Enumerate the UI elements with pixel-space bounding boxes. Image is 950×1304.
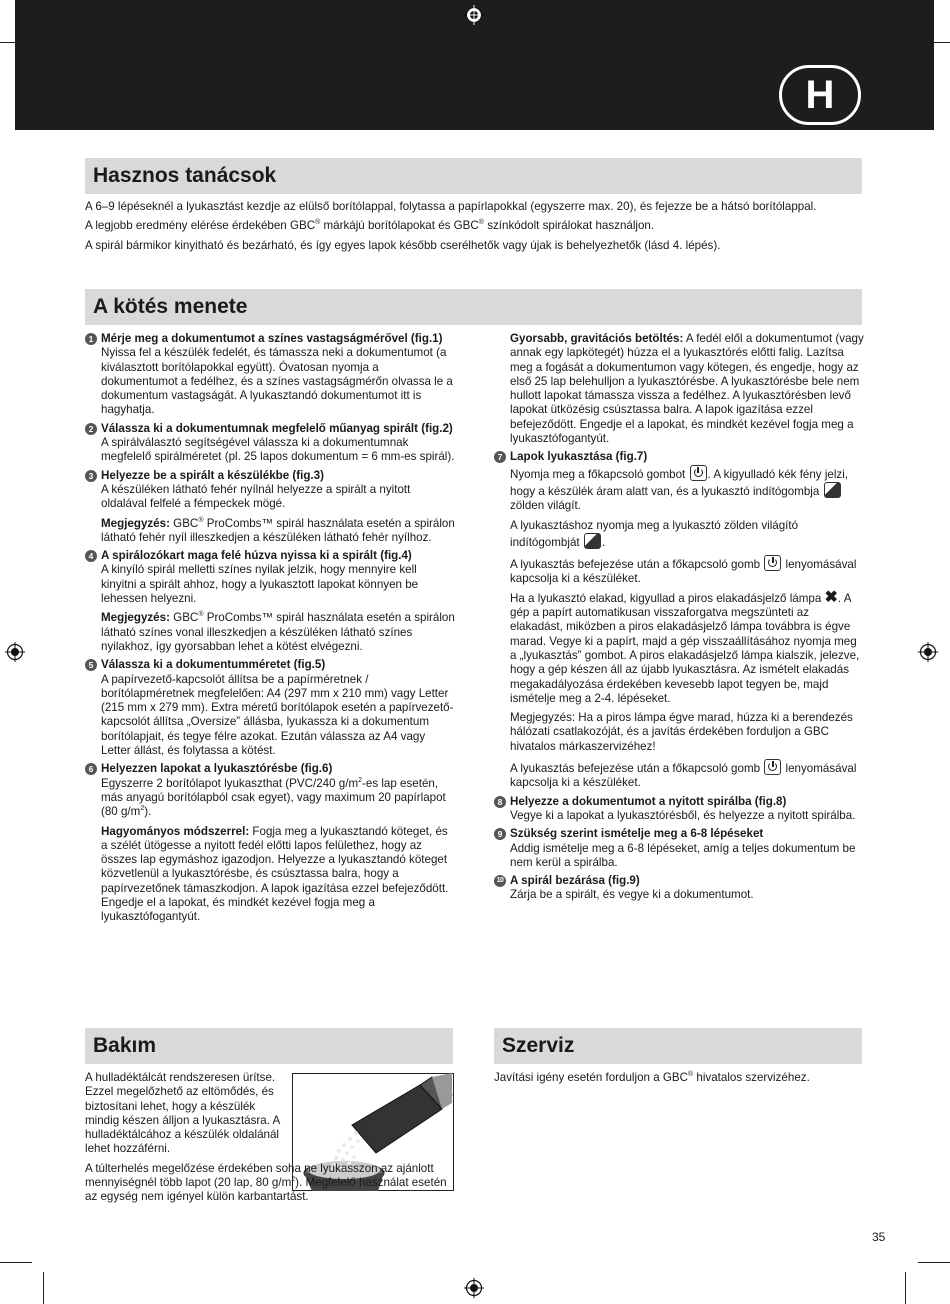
binding-step-2 — [85, 422, 455, 465]
tips-paragraph: A spirál bármikor kinyitható és bezárható, és így egyes lapok később cserélhetők vagy újak is behelyezhetők (lásd 4. lépés). — [85, 238, 721, 252]
step-body: A készüléken látható fehér nyílnál helyezze a spirált a nyitott oldalával felfelé a fémpeckek mögé. — [101, 482, 411, 511]
power-button-icon — [690, 465, 707, 481]
step-number: 7 — [494, 451, 506, 463]
crop-mark — [0, 1262, 32, 1263]
power-button-icon — [764, 555, 781, 571]
step-title: Lapok lyukasztása (fig.7) — [510, 450, 648, 464]
maintenance-body — [85, 1071, 455, 1205]
binding-step-9 — [494, 827, 864, 870]
binding-column-left — [85, 332, 455, 929]
step-body: Vegye ki a lapokat a lyukasztórésből, és helyezze a nyitott spirálba. — [510, 808, 856, 822]
crop-mark — [43, 1272, 44, 1304]
step-body: Egyszerre 2 borítólapot lyukaszthat (PVC/240 $g/m^2-es$ lap esetén, más anyagú borítólapból csak egyet), vagy maximum 20 papírlapot (80 $g/m^2$). — [101, 776, 446, 819]
punch-button-icon — [584, 533, 601, 549]
step-note: Megjegyzés: Ha a piros lámpa égve marad, húzza ki a berendezés hálózati csatlakozóját, és a javítás érdekében forduljon a GBC hivatalos márkaszervizéhez! — [510, 711, 853, 753]
step-body: Zárja be a spirált, és vegye ki a dokumentumot. — [510, 888, 754, 902]
registration-mark-icon — [5, 642, 25, 662]
step-body: Nyissa fel a készülék fedelét, és támassza neki a dokumentumot (a kiválasztott borítólapokkal együtt). Óvatosan nyomja a dokumentumot a fedélhez, és a színes vastagságmérőn olvassa le a dokumentum vastagságát. A lyukasztandó dokumentumot itt is hagyhatja. — [101, 346, 453, 417]
crop-mark — [905, 1272, 906, 1304]
step-body: A spirálválasztó segítségével válassza ki a dokumentumnak megfelelő spirálméretet (pl. 25 lapos dokumentum = 6 mm-es spirál). — [101, 436, 455, 464]
crop-mark — [918, 1262, 950, 1263]
step-number: 10 — [494, 875, 506, 887]
step-number: 5 — [85, 659, 97, 671]
jam-lamp-icon: ✖ — [824, 588, 838, 606]
step-number: 2 — [85, 423, 97, 435]
step-method-traditional: Hagyományos módszerrel: Fogja meg a lyukasztandó köteget, és a szélét ütögesse a nyitott fedél előtti lapos felülethez, hogy az összes lap egymáshoz igazodjon. Helyezze a lyukasztandó köteget közvetlenül a lyukasztórésbe, és csúsztassa balra, hogy a papírvezetőnek támaszkodjon. A lapok igazítása ezzel befejeződött. Engedje el a lapokat, és mindkét kezével fogja meg a lyukasztófogantyút. — [101, 824, 449, 924]
step-title: Helyezze be a spirált a készülékbe (fig.3) — [101, 468, 324, 482]
step-title: A spirál bezárása (fig.9) — [510, 874, 640, 888]
power-button-icon — [764, 759, 781, 775]
service-body — [494, 1071, 864, 1085]
step-body: Addig ismételje meg a 6-8 lépéseket, amíg a teljes dokumentum be nem kerül a spirálba. — [510, 841, 856, 869]
binding-step-7 — [494, 450, 864, 790]
section-title-tips: Hasznos tanácsok — [85, 158, 862, 194]
step-note: Megjegyzés: GBC® ProCombs™ spirál használata esetén a spirálon látható színes vonal illeszkedjen a készüléken látható színes nyilakhoz, így gyorsabban lehet a kötést elvégezni. — [101, 611, 455, 653]
step-body: Nyomja meg a főkapcsoló gombot . A kigyulladó kék fény jelzi, hogy a készülék áram alatt van, és a lyukasztó indítógombja zölden világít. — [510, 465, 864, 514]
punch-button-icon — [824, 482, 841, 498]
registration-mark-icon — [464, 5, 484, 25]
step-body: A lyukasztás befejezése után a főkapcsoló gomb lenyomásával kapcsolja ki a készüléket. — [510, 759, 864, 791]
binding-step-10 — [494, 874, 864, 903]
step-number: 6 — [85, 763, 97, 775]
step-body: A lyukasztáshoz nyomja meg a lyukasztó zölden világító indítógombját . — [510, 518, 799, 549]
step-title: Mérje meg a dokumentumot a színes vastagságmérővel (fig.1) — [101, 332, 443, 345]
binding-step-8 — [494, 795, 864, 824]
tips-body — [85, 200, 862, 258]
binding-step-6-continued — [494, 332, 864, 446]
step-number: 1 — [85, 333, 97, 345]
step-number: 8 — [494, 796, 506, 808]
section-title-maintenance: Bakım — [85, 1028, 453, 1064]
binding-step-1 — [85, 332, 455, 418]
step-number: 3 — [85, 470, 97, 482]
step-number: 4 — [85, 550, 97, 562]
binding-step-4 — [85, 549, 455, 654]
registration-mark-icon — [464, 1278, 484, 1298]
page-number: 35 — [872, 1230, 886, 1244]
step-title: A spirálozókart maga felé húzva nyissa ki a spirált (fig.4) — [101, 549, 412, 563]
step-title: Válassza ki a dokumentumméretet (fig.5) — [101, 658, 326, 672]
step-title: Válassza ki a dokumentumnak megfelelő műanyag spirált (fig.2) — [101, 421, 453, 435]
maintenance-paragraph: A túlterhelés megelőzése érdekében soha ne lyukasszon az ajánlott mennyiségnél több lapot (20 lap, 80 $g/m^2$). Megfelelő használat esetén az egység nem igényel külön karbantartást. — [85, 1161, 447, 1204]
section-title-binding: A kötés menete — [85, 289, 862, 325]
binding-step-6 — [85, 762, 455, 924]
step-body: Ha a lyukasztó elakad, kigyullad a piros elakadásjelző lámpa ✖. A gép a papírt automatikusan visszaforgatva megszünteti az elakadást, miközben a piros elakadásjelző lámpa továbbra is égve marad. Vegye ki a papírt, majd a gép visszaállításához nyomja meg a „lyukasztás” gombot. A piros elakadásjelző lámpa kialszik, jelezve, hogy a gép készen áll az újabb lyukasztásra. Az ismételt elakadás megakadályozása érdekében kevesebb lapot tegyen be, majd ismételje meg a 2-4. lépéseket. — [510, 588, 860, 705]
registration-mark-icon — [918, 642, 938, 662]
binding-step-5 — [85, 658, 455, 758]
step-body: A kinyíló spirál melletti színes nyilak jelzik, hogy mennyire kell kinyitni a spirált ahhoz, hogy a lyukasztott lapokat könnyen be lehessen helyezni. — [101, 563, 419, 606]
service-paragraph: Javítási igény esetén forduljon a GBC® hivatalos szervizéhez. — [494, 1071, 810, 1084]
step-title: Szükség szerint ismételje meg a 6-8 lépéseket — [510, 827, 764, 841]
section-title-service: Szerviz — [494, 1028, 862, 1064]
binding-column-right — [494, 332, 864, 907]
language-badge: H — [779, 65, 861, 125]
tips-paragraph: A legjobb eredmény elérése érdekében GBC® márkájú borítólapokat és GBC® színkódolt spirálokat használjon. — [85, 219, 655, 233]
binding-step-3 — [85, 469, 455, 545]
step-number: 9 — [494, 828, 506, 840]
step-method-gravity: Gyorsabb, gravitációs betöltés: A fedél elől a dokumentumot (vagy annak egy lapkötegét) húzza el a lyukasztórés előtti falig. Lazítsa meg a fogását a dokumentumon vagy kötegen, és engedje, hogy az első 25 lap belehulljon a lyukasztórésbe. A lyukasztórésbe bele nem hullott lapokat támassza vissza a fedélhez. A lyukasztórésben levő lapokat ütközésig csúsztassa balra. A lapok igazítása ezzel befejeződött. Engedje el a lapokat, és mindkét kezével fogja meg a lyukasztófogantyút. — [510, 332, 864, 446]
step-title: Helyezze a dokumentumot a nyitott spirálba (fig.8) — [510, 794, 787, 808]
step-note: Megjegyzés: GBC® ProCombs™ spirál használata esetén a spirálon látható fehér nyíl illeszkedjen a készüléken látható fehér nyílhoz. — [101, 516, 455, 544]
step-title: Helyezzen lapokat a lyukasztórésbe (fig.6) — [101, 762, 333, 776]
maintenance-paragraph: A hulladéktálcát rendszeresen ürítse. Ezzel megelőzhető az eltömődés, és biztosítani lehet, hogy a készülék mindig készen álljon a lyukasztásra. A hulladéktálcához a készülék oldalánál lehet hozzáférni. — [85, 1071, 280, 1156]
step-body: A lyukasztás befejezése után a főkapcsoló gomb lenyomásával kapcsolja ki a készüléket. — [510, 555, 864, 587]
tips-paragraph: A 6–9 lépéseknél a lyukasztást kezdje az elülső borítólappal, folytassa a papírlapokkal (egyszerre max. 20), és fejezze be a hátsó borítólappal. — [85, 200, 817, 213]
step-body: A papírvezető-kapcsolót állítsa be a papírméretnek / borítólapméretnek megfelelően: A4 (297 mm x 210 mm) vagy Letter (215 mm x 279 mm). Extra méretű borítólapok esetén a papírvezető-kapcsolót állítsa „Oversize” állásba, lyukassza ki a dokumentum borítólapjait, és tegye félre azokat. Ezután válassza az A4 vagy Letter állást, és folytassa a kötést. — [101, 672, 454, 758]
